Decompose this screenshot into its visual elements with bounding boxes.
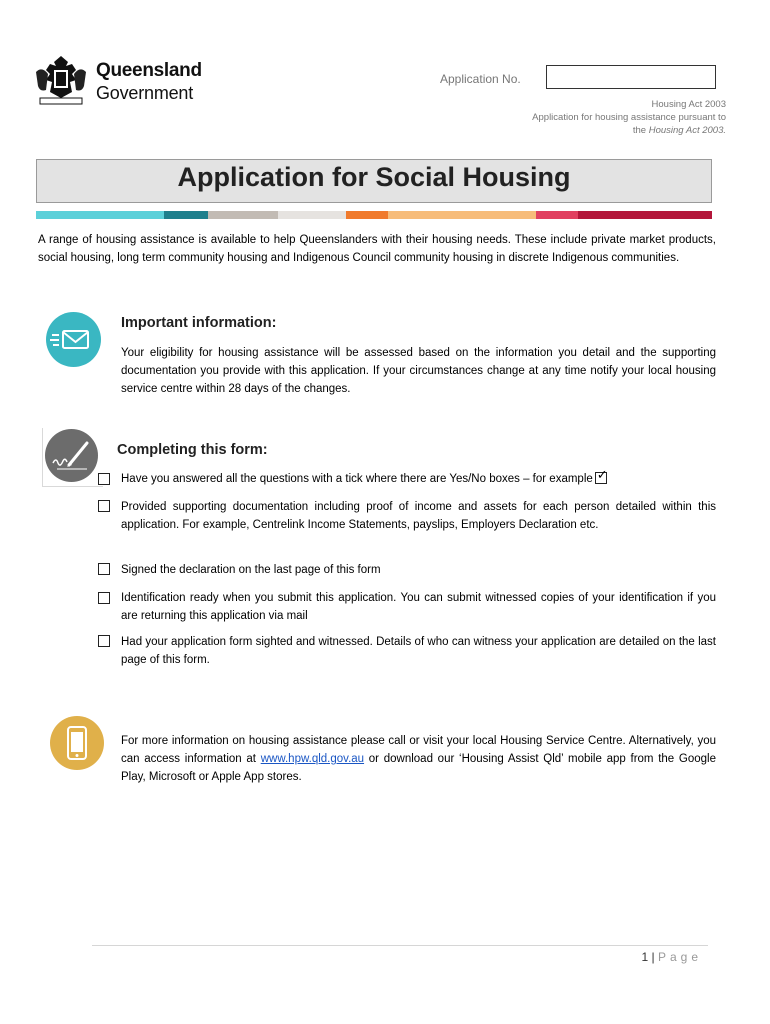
important-info-body: Your eligibility for housing assistance will be assessed based on the information you detail and the supporting documentation you provide with this application. If your circumstances change at any time notify your local housing service centre within 28 days of the changes. bbox=[121, 347, 716, 395]
color-stripe-8 bbox=[578, 211, 712, 219]
page-separator: | bbox=[651, 950, 655, 964]
hpw-website-link[interactable]: www.hpw.qld.gov.au bbox=[260, 753, 365, 765]
page-footer bbox=[641, 950, 702, 964]
page-title: Application for Social Housing bbox=[177, 162, 571, 192]
act-reference-line2: Application for housing assistance pursuant to bbox=[532, 112, 726, 123]
checklist-checkbox-4[interactable] bbox=[98, 592, 110, 604]
color-stripe-3 bbox=[208, 211, 278, 219]
application-no-label: Application No. bbox=[440, 72, 521, 86]
page-number: 1 bbox=[641, 950, 649, 964]
more-info-paragraph: For more information on housing assistance please call or visit your local Housing Service Centre. Alternatively, you can access information at www.hpw.qld.gov.au or download our ‘Housing Assist Qld’ mobile app from the Google Play, Microsoft or Apple App stores. bbox=[121, 735, 717, 783]
mobile-phone-icon bbox=[50, 716, 104, 770]
act-reference-line1: Housing Act 2003 bbox=[651, 99, 726, 110]
checklist-item-5: Had your application form sighted and witnessed. Details of who can witness your application are detailed on the last page of this form. bbox=[121, 636, 716, 666]
pen-signature-icon bbox=[45, 429, 98, 482]
color-stripe-4 bbox=[278, 211, 346, 219]
footer-divider bbox=[92, 945, 708, 946]
checklist-item-2: Provided supporting documentation including proof of income and assets for each person detailed within this application. For example, Centrelink Income Statements, payslips, Employers Declaration etc. bbox=[121, 501, 716, 531]
color-stripe-1 bbox=[36, 211, 164, 219]
checklist-item-4: Identification ready when you submit this application. You can submit witnessed copies of your identification if you are returning this application via mail bbox=[121, 592, 716, 622]
important-info-heading: Important information: bbox=[121, 315, 277, 331]
color-stripe-5 bbox=[346, 211, 388, 219]
color-stripe-6 bbox=[388, 211, 536, 219]
coat-of-arms-icon bbox=[32, 52, 90, 108]
checklist-checkbox-2[interactable] bbox=[98, 500, 110, 512]
completing-form-heading: Completing this form: bbox=[117, 442, 268, 458]
checklist-item-1: Have you answered all the questions with a tick where there are Yes/No boxes – for example ✓ bbox=[121, 467, 608, 485]
checklist-checkbox-1[interactable] bbox=[98, 473, 110, 485]
checklist-checkbox-5[interactable] bbox=[98, 635, 110, 647]
qld-government-logo bbox=[32, 52, 212, 108]
mail-icon bbox=[46, 312, 101, 367]
intro-paragraph: A range of housing assistance is available to help Queenslanders with their housing needs. These include private market products, social housing, long term community housing and Indigenous Council community housing in discrete Indigenous communities. bbox=[38, 234, 716, 264]
logo-text-government: Government bbox=[96, 83, 194, 103]
color-stripe-7 bbox=[536, 211, 578, 219]
checklist-checkbox-3[interactable] bbox=[98, 563, 110, 575]
logo-text-queensland: Queensland bbox=[96, 60, 202, 81]
example-tick-box: ✓ bbox=[596, 467, 608, 482]
application-no-field[interactable] bbox=[546, 65, 716, 89]
page-word: Page bbox=[657, 950, 702, 964]
checklist-item-3: Signed the declaration on the last page of this form bbox=[121, 564, 381, 576]
color-stripe-2 bbox=[164, 211, 208, 219]
act-reference-line3: the Housing Act 2003. bbox=[632, 125, 726, 136]
